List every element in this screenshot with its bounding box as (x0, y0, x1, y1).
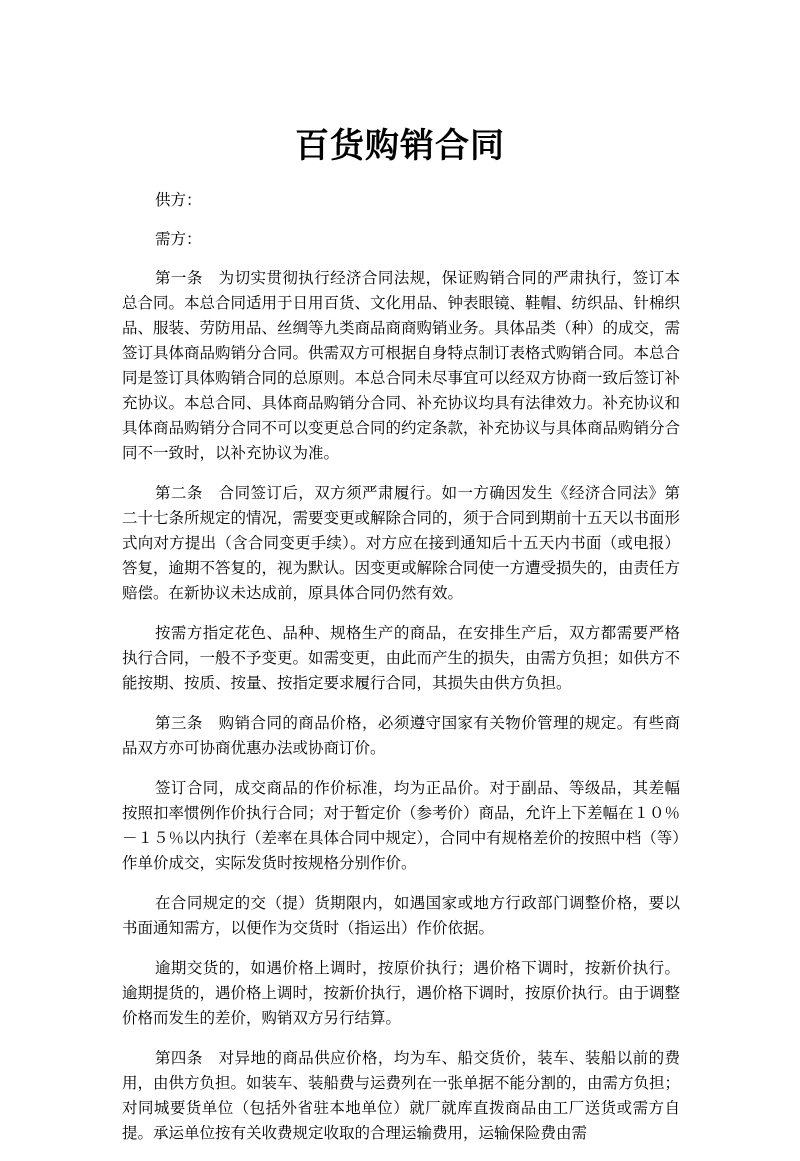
article-4-paragraph: 第四条 对异地的商品供应价格，均为车、船交货价，装车、装船以前的费用，由供方负担。如装车、装船费与运费列在一张单据不能分割的，由需方负担；对同城要货单位（包括外省驻本地单位）就厂就库直拨商品由工厂送货或需方自提。承运单位按有关收费规定收取的合理运输费用，运输保险费由需 (122, 1049, 681, 1142)
article-3-pricing-standard-paragraph: 签订合同，成交商品的作价标准，均为正品价。对于副品、等级品，其差幅按照扣率惯例作价执行合同；对于暂定价（参考价）商品，允许上下差幅在１０％－１５％以内执行（差率在具体合同中规定），合同中有规格差价的按照中档（等）作单价成交，实际发货时按规格分别作价。 (122, 779, 681, 872)
supplier-label: 供方： (155, 191, 202, 209)
article-2-paragraph: 第二条 合同签订后，双方须严肃履行。如一方确因发生《经济合同法》第二十七条所规定的情况，需要变更或解除合同的，须于合同到期前十五天以书面形式向对方提出（含合同变更手续）。对方应在接到通知后十五天内书面（或电报）答复，逾期不答复的，视为默认。因变更或解除合同使一方遭受损失的，由责任方赔偿。在新协议未达成前，原具体合同仍然有效。 (122, 484, 681, 602)
document-title: 百货购销合同 (295, 126, 505, 166)
article-3-price-adjustment-paragraph: 在合同规定的交（提）货期限内，如遇国家或地方行政部门调整价格，要以书面通知需方，以便作为交货时（指运出）作价依据。 (122, 894, 680, 937)
article-2-custom-order-paragraph: 按需方指定花色、品种、规格生产的商品，在安排生产后，双方都需要严格执行合同，一般不予变更。如需变更，由此而产生的损失，由需方负担；如供方不能按期、按质、按量、按指定要求履行合同，其损失由供方负担。 (122, 624, 681, 692)
article-1-paragraph: 第一条 为切实贯彻执行经济合同法规，保证购销合同的严肃执行，签订本总合同。本总合同适用于日用百货、文化用品、钟表眼镜、鞋帽、纺织品、针棉织品、服装、劳防用品、丝绸等九类商品商商购销业务。具体品类（种）的成交，需签订具体商品购销分合同。供需双方可根据自身特点制订表格式购销合同。本总合同是签订具体购销合同的总原则。本总合同未尽事宜可以经双方协商一致后签订补充协议。本总合同、具体商品购销分合同、补充协议均具有法律效力。补充协议和具体商品购销分合同不可以变更总合同的约定条款，补充协议与具体商品购销分合同不一致时，以补充协议为准。 (122, 269, 681, 462)
contract-body (122, 188, 680, 1161)
article-3-paragraph: 第三条 购销合同的商品价格，必须遵守国家有关物价管理的规定。有些商品双方亦可协商优惠办法或协商订价。 (122, 714, 680, 757)
article-3-late-delivery-paragraph: 逾期交货的，如遇价格上调时，按原价执行；遇价格下调时，按新价执行。逾期提货的，遇价格上调时，按新价执行，遇价格下调时，按原价执行。由于调整价格而发生的差价，购销双方另行结算。 (122, 959, 681, 1027)
buyer-label: 需方： (155, 230, 202, 248)
